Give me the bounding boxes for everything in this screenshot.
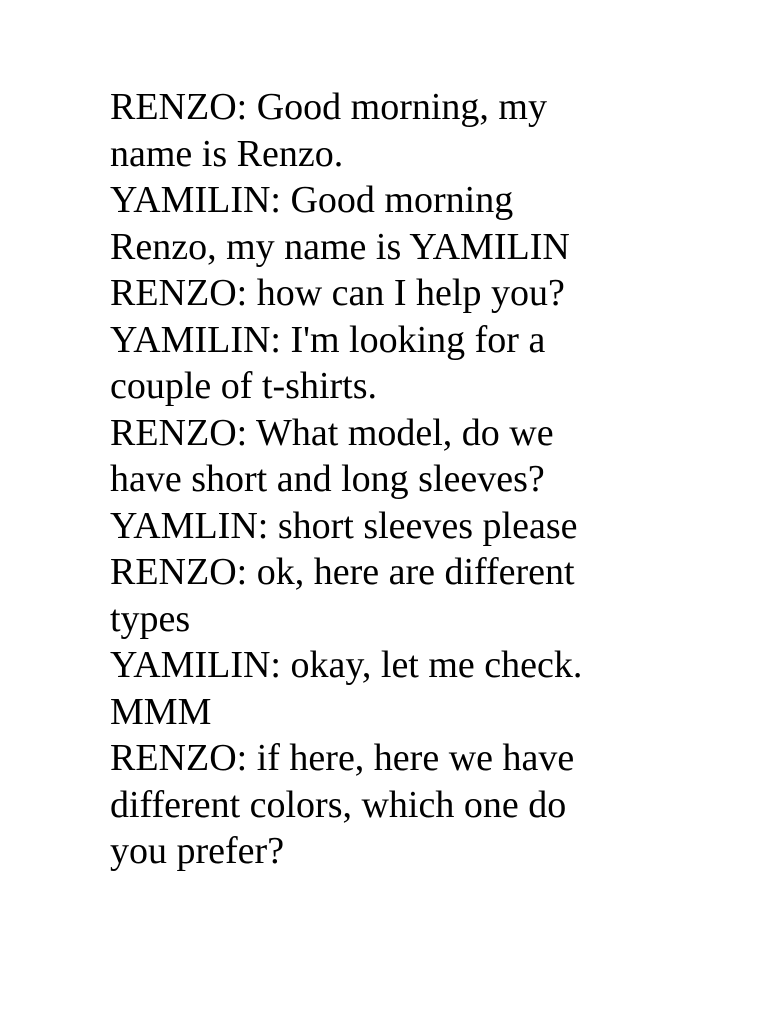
dialogue-text	[110, 84, 690, 875]
dialogue-line: YAMILIN: okay, let me check.	[110, 644, 583, 686]
dialogue-line: name is Renzo.	[110, 132, 344, 175]
dialogue-line: MMM	[110, 690, 212, 733]
dialogue-line: RENZO: ok, here are different	[110, 551, 575, 593]
dialogue-line: have short and long sleeves?	[110, 458, 545, 500]
dialogue-line: couple of t-shirts.	[110, 365, 378, 407]
dialogue-line: you prefer?	[110, 830, 285, 872]
dialogue-line: RENZO: how can I help you?	[110, 272, 565, 314]
dialogue-line: Renzo, my name is YAMILIN	[110, 225, 570, 268]
dialogue-line: different colors, which one do	[110, 783, 567, 826]
dialogue-line: RENZO: What model, do we	[110, 411, 554, 454]
dialogue-line: YAMLIN: short sleeves please	[110, 504, 578, 547]
dialogue-line: YAMILIN: I'm looking for a	[110, 318, 546, 361]
dialogue-line: types	[110, 597, 191, 640]
dialogue-line: RENZO: if here, here we have	[110, 737, 575, 779]
dialogue-line: YAMILIN: Good morning	[110, 179, 514, 221]
dialogue-line: RENZO: Good morning, my	[110, 86, 547, 128]
